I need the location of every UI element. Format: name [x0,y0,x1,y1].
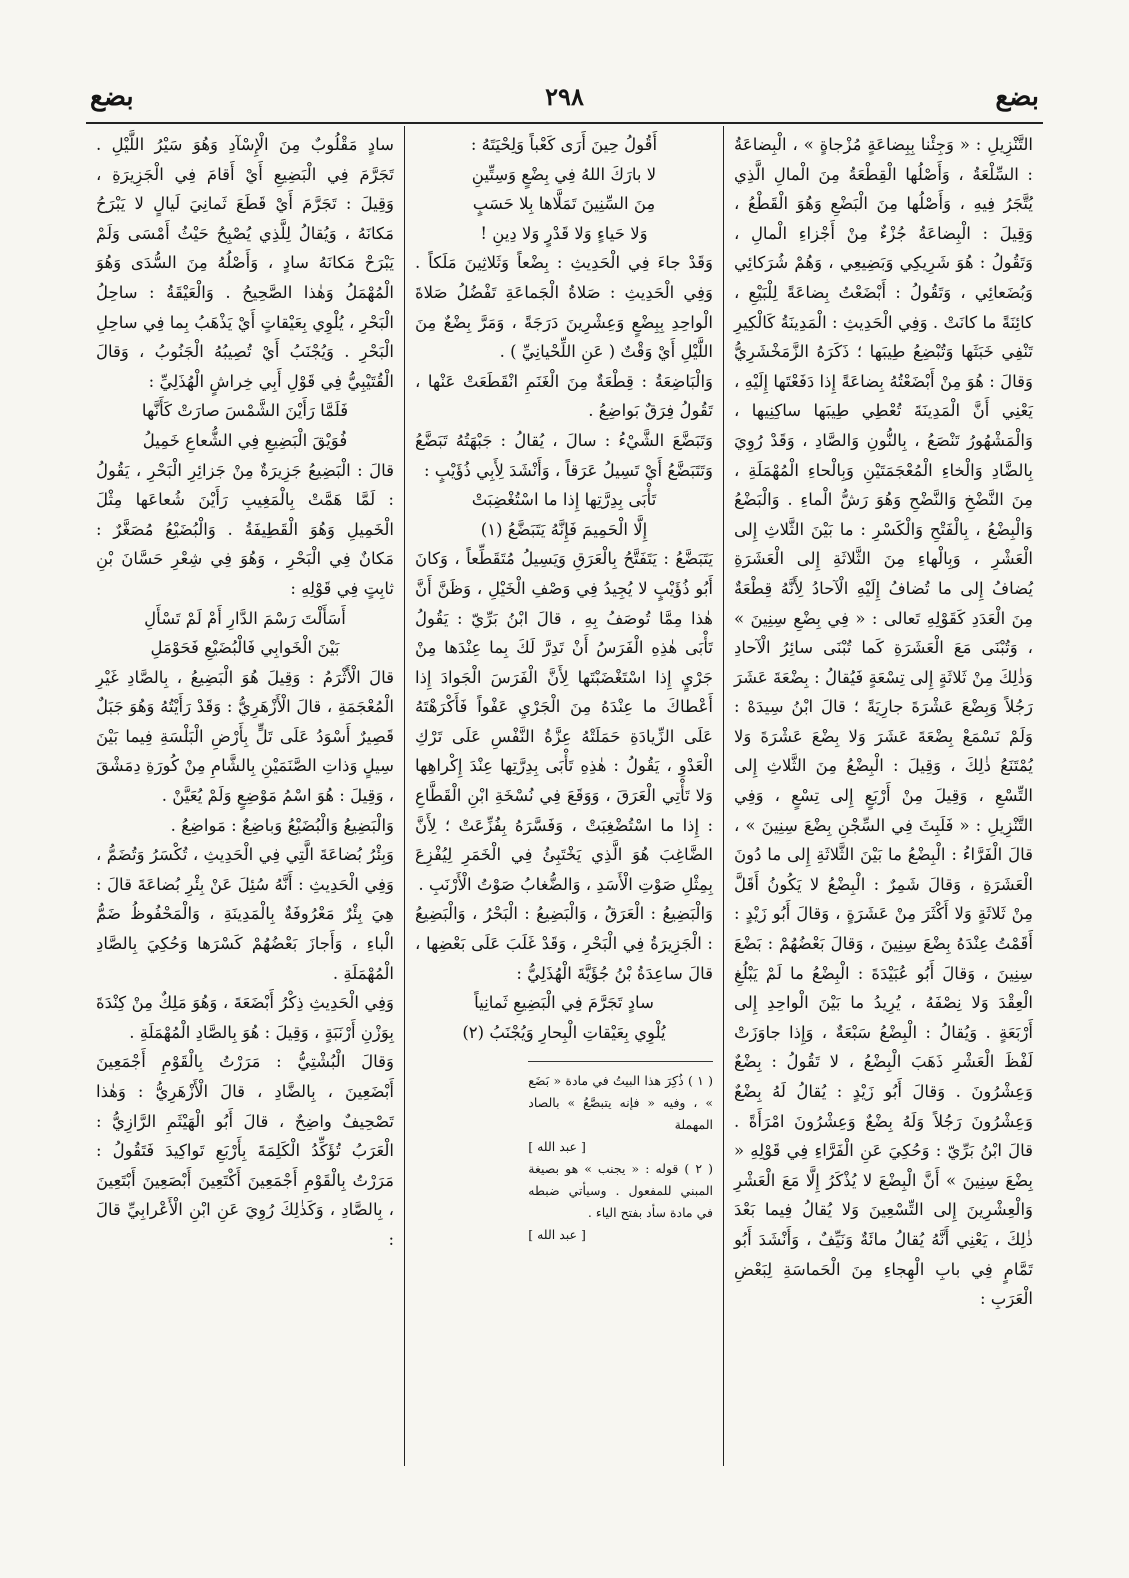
footnote-signature: [ عبد الله ] [528,1227,586,1243]
verse-line: فَلَمَّا رَأَيْنَ الشَّمْسَ صارَتْ كَأَنَّها [141,401,349,421]
paragraph: وَالْبَضِيعُ وَالْبُضَيْعُ وَباضِعٌ : مَواضِعُ . [170,815,394,835]
verse-line: وَلا حَياءٍ وَلا قَدْرٍ وَلا دِينِ ! [480,223,648,243]
page-header [86,78,1043,124]
paragraph: يَتَبَضَّعُ : يَتَفَتَّحُ بِالْعَرَقِ وَيَسِيلُ مُتَقَطِّعاً ، وَكانَ أَبُو ذُؤَيْبٍ لا يُجِيدُ فِي وَصْفِ الْخَيْلِ ، وَظَنَّ أَنَّ هٰذا مِمَّا تُوصَفُ بِهِ ، قالَ ابْنُ بَرِّيّ : يَقُولُ تَأْبَى هٰذِهِ الْفَرَسُ أَنْ تَدِرَّ لَكَ بِما عِنْدَها مِنْ جَرْيٍ إِذا اسْتَغْضَبْتَها لِأَنَّ الْفَرَسَ الْجَوادَ إِذا أَعْطاكَ ما عِنْدَهُ مِنَ الْجَرْيِ عَفْواً فَأَكْرَهْتَهُ عَلَى الزِّيادَةِ حَمَلَتْهُ عِزَّةُ النَّفْسِ عَلَى تَرْكِ الْعَدْوِ ، يَقُولُ : هٰذِهِ تَأْبَى بِدِرَّتِها عِنْدَ إِكْراهِها وَلا تَأْتِي الْعَرَقَ ، وَوَقَعَ فِي نُسْخَةِ ابْنِ الْقَطَّاعِ : إِذا ما اسْتُضْغِبَتْ ، وَفَسَّرَهُ بِفُزِّعَتْ ؛ لِأَنَّ الضَّاغِبَ هُوَ الَّذِي يَخْتَبِئُ فِي الْخَمَرِ لِيُفْزِعَ بِمِثْلِ صَوْتِ الْأَسَدِ ، وَالضُّغابُ صَوْتُ الْأَرْنَبِ . [415,549,713,894]
column-middle [405,126,724,1466]
paragraph: قالَ الْأَثْرَمُ : وَقِيلَ هُوَ الْبَضِيعُ ، بِالصَّادِ غَيْرِ الْمُعْجَمَةِ ، قالَ الْأَزْهَرِيُّ : وَقَدْ رَأَيْتُهُ وَهُوَ جَبَلٌ قَصِيرٌ أَسْوَدُ عَلَى تَلٍّ بِأَرْضِ الْبَلْسَةِ فِيما بَيْنَ سِيلٍ وَذاتِ الصَّنَمَيْنِ بِالشَّامِ مِنْ كُورَةِ دِمَشْقَ ، وَقِيلَ : هُوَ اسْمُ مَوْضِعٍ وَلَمْ يُعَيَّنْ . [96,667,394,806]
page-number: ٢٩٨ [545,82,584,111]
paragraph: وَالْبَضِيعُ : الْعَرَقُ ، وَالْبَضِيعُ : الْبَحْرُ ، وَالْبَضِيعُ : الْجَزِيرَةُ فِي الْبَحْرِ ، وَقَدْ غَلَبَ عَلَى بَعْضِها ، قالَ ساعِدَةُ بْنُ جُؤَيَّةَ الْهُذَلِيُّ : [415,904,713,983]
paragraph: قالَ : الْبَضِيعُ جَزِيرَةٌ مِنْ جَزائِرِ الْبَحْرِ ، يَقُولُ : لَمَّا هَمَّتْ بِالْمَغِيبِ رَأَيْنَ شُعاعَها مِثْلَ الْخَمِيلِ وَهُوَ الْقَطِيفَةُ . وَالْبُضَيْعُ مُصَغَّرٌ : مَكانٌ فِي الْبَحْرِ ، وَهُوَ فِي شِعْرِ حَسَّانَ بْنِ ثابِتٍ فِي قَوْلِهِ : [96,460,394,598]
paragraph: وَقالَ الْبُشْتِيُّ : مَرَرْتُ بِالْقَوْمِ أَجْمَعِينَ أَبْضَعِينَ ، بِالضَّادِ ، قالَ الْأَزْهَرِيُّ : وَهٰذا تَصْحِيفٌ واضِحٌ ، قالَ أَبُو الْهَيْثَمِ الرَّازِيُّ : الْعَرَبُ تُؤَكِّدُ الْكَلِمَةَ بِأَرْبَعِ تَواكِيدَ فَتَقُولُ : مَرَرْتُ بِالْقَوْمِ أَجْمَعِينَ أَكْتَعِينَ أَبْصَعِينَ أَبْتَعِينَ ، بِالصَّادِ ، وَكَذٰلِكَ رُوِيَ عَنِ ابْنِ الْأَعْرابِيِّ قالَ : [96,1052,394,1249]
paragraph: وَبِئْرُ بُضاعَةَ الَّتِي فِي الْحَدِيثِ ، تُكْسَرُ وَتُضَمُّ ، وَفِي الْحَدِيثِ : أَنَّهُ سُئِلَ عَنْ بِئْرِ بُضاعَةَ قالَ : هِيَ بِئْرٌ مَعْرُوفَةٌ بِالْمَدِينَةِ ، وَالْمَحْفُوظُ ضَمُّ الْباءِ ، وَأَجازَ بَعْضُهُمْ كَسْرَها وَحُكِيَ بِالصَّادِ الْمُهْمَلَةِ . [96,845,394,983]
verse-line: أَسَأَلْتَ رَسْمَ الدَّارِ أَمْ لَمْ تَسْأَلِ [144,608,346,628]
verse-line: مِنَ السِّنِينَ تَمَلَّاها بِلا حَسَبٍ [472,194,656,214]
text-columns [86,126,1043,1466]
header-root-right: بضع [995,82,1039,112]
footnote: ( ١ ) ذُكِرَ هذا البيتُ في مادة « بَضَع » ، وفيه « فإنه يتبصَّعُ » بالصاد المهملة [528,1073,713,1133]
footnote: ( ٢ ) قوله : « يجنب » هو بصيغة المبني للمفعول . وسيأتي ضبطه في مادة سأد بفتح الياء . [528,1161,713,1221]
verse-line: بَيْنَ الْخَوابِي فَالْبُضَيْعِ فَحَوْمَلِ [150,638,340,658]
verse-line: فُوَيْقَ الْبَضِيعِ فِي الشُّعاعِ خَمِيلُ [142,430,348,450]
verse-line: تَأْبَى بِدِرَّتِها إِذا ما اسْتُغْضِبَتْ [471,490,657,510]
paragraph: التَّنْزِيلِ : « وَجِئْنا بِبِضاعَةٍ مُزْجاةٍ » ، الْبِضاعَةُ : السِّلْعَةُ ، وَأَصْلُها الْقِطْعَةُ مِنَ الْمالِ الَّذِي يُتَّجَرُ فِيهِ ، وَأَصْلُها مِنَ الْبَضْعِ وَهُوَ الْقَطْعُ ، وَقِيلَ : الْبِضاعَةُ جُزْءٌ مِنْ أَجْزاءِ الْمالِ ، وَتَقُولُ : هُوَ شَرِيكِي وَبَضِيعِي ، وَهُمْ شُرَكائِي وَبُضَعائِي ، وَتَقُولُ : أَبْضَعْتُ بِضاعَةً لِلْبَيْعِ ، كائِنَةً ما كانَتْ . وَفِي الْحَدِيثِ : الْمَدِينَةُ كَالْكِيرِ تَنْفِي خَبَثَها وَتُبْضِعُ طِيبَها ؛ ذَكَرَهُ الزَّمَخْشَرِيُّ وَقالَ : هُوَ مِنْ أَبْضَعْتُهُ بِضاعَةً إِذا دَفَعْتَها إِلَيْهِ ، يَعْنِي أَنَّ الْمَدِينَةَ تُعْطِي طِيبَها ساكِنِيها ، وَالْمَشْهُورُ تَنْصَعُ ، بِالنُّونِ وَالصَّادِ ، وَقَدْ رُوِيَ بِالضَّادِ وَالْخاءِ الْمُعْجَمَتَيْنِ وَبِالْحاءِ الْمُهْمَلَةِ ، مِنَ النَّضْخِ وَالنَّضْحِ وَهُوَ رَشُّ الْماءِ . وَالْبَضْعُ وَالْبِضْعُ ، بِالْفَتْحِ وَالْكَسْرِ : ما بَيْنَ الثَّلاثِ إِلى الْعَشْرِ ، وَبِالْهاءِ مِنَ الثَّلاثَةِ إِلى الْعَشَرَةِ يُضافُ إِلى ما تُضافُ إِلَيْهِ الْآحادُ لِأَنَّهُ قِطْعَةٌ مِنَ الْعَدَدِ كَقَوْلِهِ تَعالى : « فِي بِضْعِ سِنِينَ » ، وَتُبْنَى مَعَ الْعَشَرَةِ كَما تُبْنَى سائِرُ الْآحادِ وَذٰلِكَ مِنْ ثَلاثَةٍ إِلى تِسْعَةٍ فَيُقالُ : بِضْعَةَ عَشَرَ رَجُلاً وَبِضْعَ عَشْرَةَ جارِيَةً ؛ قالَ ابْنُ سِيدَهْ : وَلَمْ نَسْمَعْ بِضْعَةَ عَشَرَ وَلا بِضْعَ عَشْرَةَ وَلا يُمْتَنَعُ ذٰلِكَ ، وَقِيلَ : الْبِضْعُ مِنَ الثَّلاثِ إِلى التِّسْعِ ، وَقِيلَ مِنْ أَرْبَعٍ إِلى تِسْعٍ ، وَفِي التَّنْزِيلِ : « فَلَبِثَ فِي السِّجْنِ بِضْعَ سِنِينَ » ، قالَ الْفَرَّاءُ : الْبِضْعُ ما بَيْنَ الثَّلاثَةِ إِلى ما دُونَ الْعَشَرَةِ ، وَقالَ شَمِرٌ : الْبِضْعُ لا يَكُونُ أَقَلَّ مِنْ ثَلاثَةٍ وَلا أَكْثَرَ مِنْ عَشَرَةٍ ، وَقالَ أَبُو زَيْدٍ : أَقَمْتُ عِنْدَهُ بِضْعَ سِنِينَ ، وَقالَ بَعْضُهُمْ : بَضْعَ سِنِينَ ، وَقالَ أَبُو عُبَيْدَةَ : الْبِضْعُ ما لَمْ يَبْلُغِ الْعِقْدَ وَلا نِصْفَهُ ، يُرِيدُ ما بَيْنَ الْواحِدِ إِلى أَرْبَعَةٍ . وَيُقالُ : الْبِضْعُ سَبْعَةٌ ، وَإِذا جاوَزَتْ لَفْظَ الْعَشْرِ ذَهَبَ الْبِضْعُ ، لا تَقُولُ : بِضْعٌ وَعِشْرُونَ . وَقالَ أَبُو زَيْدٍ : يُقالُ لَهُ بِضْعٌ وَعِشْرُونَ رَجُلاً وَلَهُ بِضْعٌ وَعِشْرُونَ امْرَأَةً . قالَ ابْنُ بَرِّيّ : وَحُكِيَ عَنِ الْفَرَّاءِ فِي قَوْلِهِ « بِضْعَ سِنِينَ » أَنَّ الْبِضْعَ لا يُذْكَرُ إِلَّا مَعَ الْعَشْرِ وَالْعِشْرِينَ إِلى التِّسْعِينَ وَلا يُقالُ فِيما بَعْدَ ذٰلِكَ ، يَعْنِي أَنَّهُ يُقالُ مائَةٌ وَنَيِّفٌ ، وَأَنْشَدَ أَبُو تَمَّامٍ فِي بابِ الْهِجاءِ مِنَ الْحَماسَةِ لِبَعْضِ الْعَرَبِ : [734,135,1033,1309]
paragraph: وَقَدْ جاءَ فِي الْحَدِيثِ : بِضْعاً وَثَلاثِينَ مَلَكاً . وَفِي الْحَدِيثِ : صَلاةُ الْجَماعَةِ تَفْضُلُ صَلاةَ الْواحِدِ بِبِضْعٍ وَعِشْرِينَ دَرَجَةً ، وَمَرَّ بِضْعٌ مِنَ اللَّيْلِ أَيْ وَقْتٌ ( عَنِ اللِّحْيانِيِّ ) . [415,253,713,362]
footnote-signature: [ عبد الله ] [528,1139,586,1155]
footnotes [528,1061,713,1246]
header-root-left: بضع [90,82,134,112]
column-left [86,126,405,1466]
paragraph: وَتَبَضَّعَ الشَّيْءُ : سالَ ، يُقالُ : جَبْهَتُهُ تَبَضَّعُ وَتَتَبَضَّعُ أَيْ تَسِيلُ عَرَقاً ، وَأَنْشَدَ لِأَبِي ذُؤَيْبٍ : [415,430,713,480]
paragraph: سادٍ مَقْلُوبٌ مِنَ الْإِسْآدِ وَهُوَ سَيْرُ اللَّيْلِ . تَجَرَّمَ فِي الْبَضِيعِ أَيْ أَقامَ فِي الْجَزِيرَةِ ، وَقِيلَ : تَجَرَّمَ أَيْ قَطَعَ ثَمانِيَ لَيالٍ لا يَبْرَحُ مَكانَهُ ، وَيُقالُ لِلَّذِي يُصْبِحُ حَيْثُ أَمْسَى وَلَمْ يَبْرَحْ مَكانَهُ سادٍ ، وَأَصْلُهُ مِنَ السُّدَى وَهُوَ الْمُهْمَلُ وَهٰذا الصَّحِيحُ . وَالْعَيْقَةُ : ساحِلُ الْبَحْرِ ، يُلْوِي بِعَيْقاتٍ أَيْ يَذْهَبُ بِما فِي ساحِلِ الْبَحْرِ . وَيُجْنَبُ أَيْ تُصِيبُهُ الْجَنُوبُ ، وَقالَ الْقُتَيْبِيُّ فِي قَوْلِ أَبِي خِراشٍ الْهُذَلِيِّ : [96,135,394,391]
verse-line: يُلْوِي بِعَيْقاتِ الْبِحارِ وَيُجْنَبُ (٢) [462,1022,666,1042]
paragraph: وَفِي الْحَدِيثِ ذِكْرُ أَبْضَعَةَ ، وَهُوَ مَلِكٌ مِنْ كِنْدَةَ بِوَزْنِ أَرْنَبَةٍ ، وَقِيلَ : هُوَ بِالصَّادِ الْمُهْمَلَةِ . [96,993,394,1042]
verse-line: أَقُولُ حِينَ أَرَى كَعْباً وَلِحْيَتَهُ : [470,135,658,154]
verse-line: إِلَّا الْحَمِيمَ فَإِنَّهُ يَتَبَضَّعُ (١) [480,519,648,539]
column-right [724,126,1043,1466]
verse-line: سادٍ تَجَرَّمَ فِي الْبَضِيعِ ثَمانِياً [474,993,654,1013]
verse-line: لا بارَكَ اللهُ فِي بِضْعٍ وَسِتِّينِ [471,164,657,184]
paragraph: وَالْبَاضِعَةُ : قِطْعَةٌ مِنَ الْغَنَمِ انْقَطَعَتْ عَنْها ، تَقُولُ فِرَقٌ بَواضِعُ . [415,371,713,421]
